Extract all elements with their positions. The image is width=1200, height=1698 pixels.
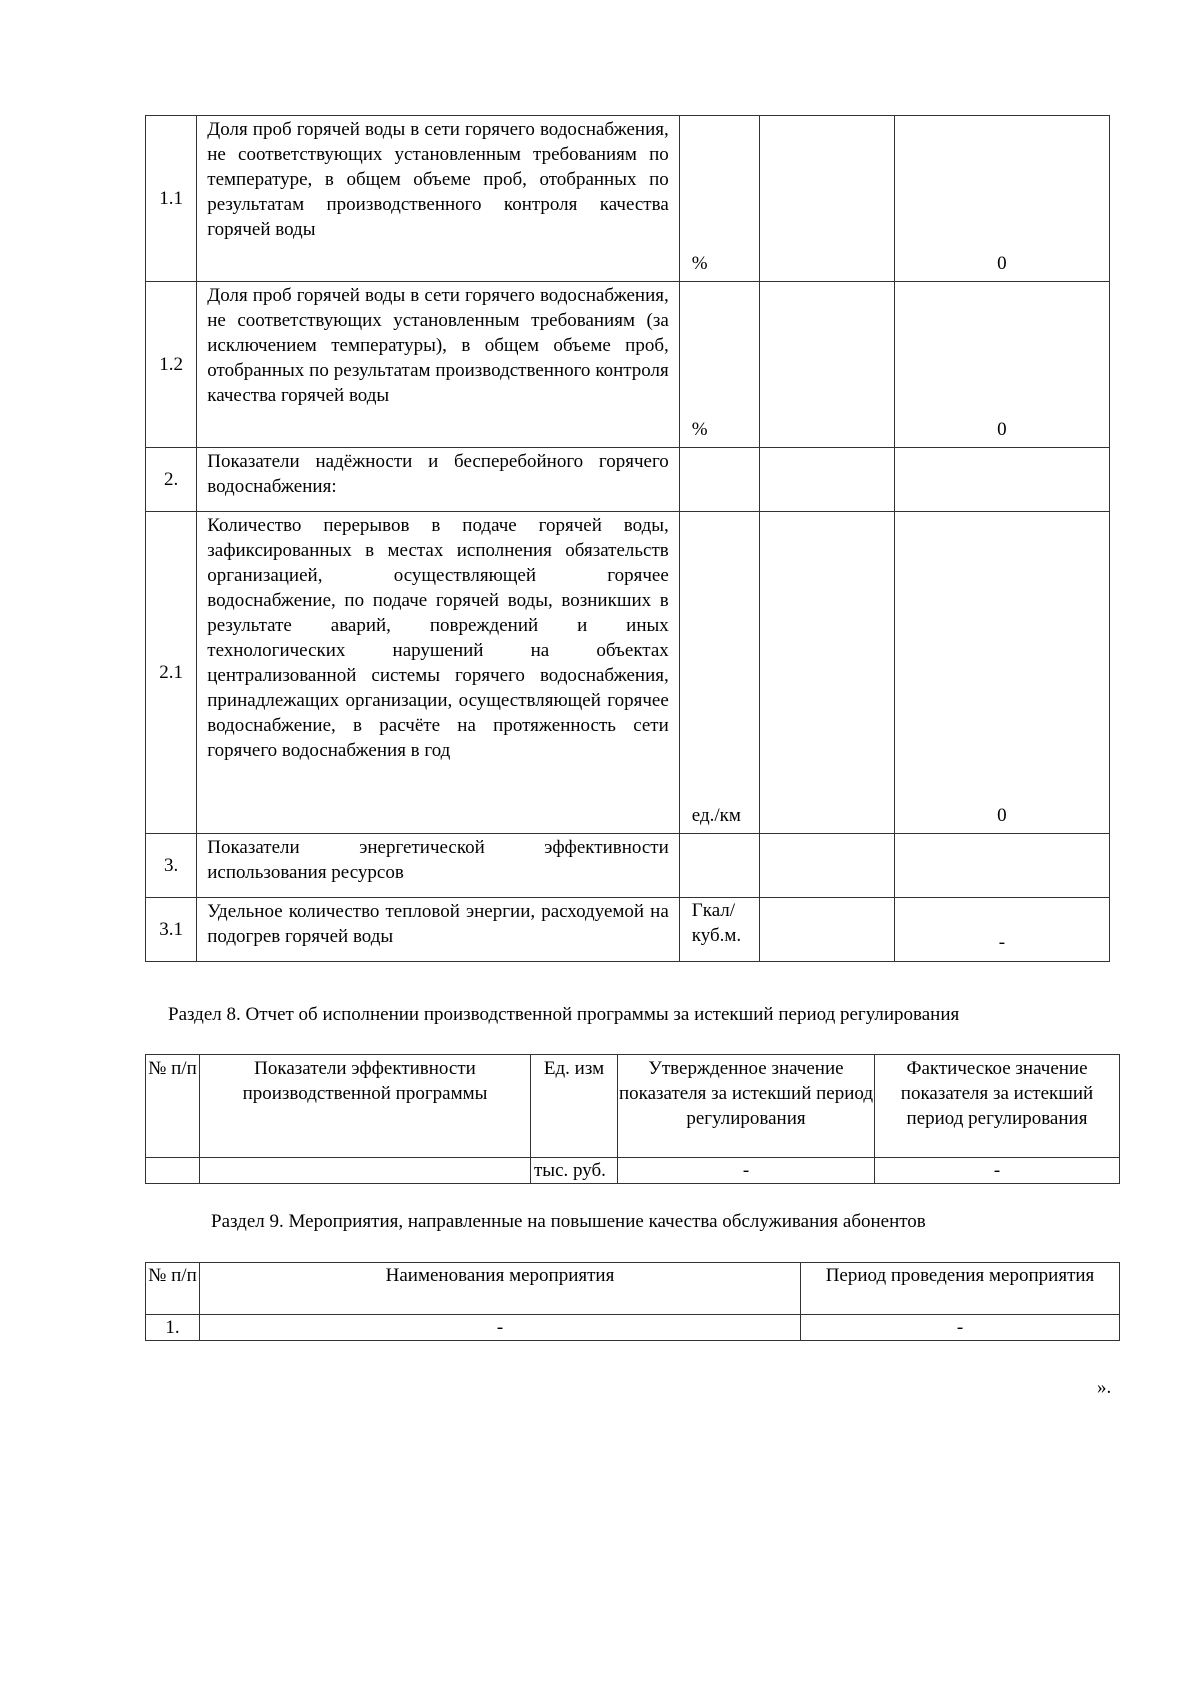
- header-num: № п/п: [146, 1263, 200, 1315]
- header-approved: Утвержденное значение показателя за истекший период регулирования: [618, 1055, 875, 1158]
- unit-cell: %: [679, 282, 759, 448]
- unit-cell: Гкал/ куб.м.: [679, 898, 759, 962]
- planned-cell: [760, 512, 895, 834]
- row-number: 3.1: [146, 898, 197, 962]
- planned-cell: [760, 898, 895, 962]
- section9-title: Раздел 9. Мероприятия, направленные на повышение качества обслуживания абонентов: [211, 1211, 926, 1232]
- table-row: [146, 282, 1110, 448]
- row-number: 2.: [146, 448, 197, 512]
- closing-quote-mark: ».: [1097, 1377, 1112, 1398]
- value-cell: -: [894, 898, 1109, 962]
- row-number: 3.: [146, 834, 197, 898]
- name-cell: -: [200, 1315, 801, 1341]
- indicator-text: Количество перерывов в подаче горячей воды, зафиксированных в местах исполнения обязательств организацией, осуществляющей горячее водоснабжение, по подаче горячей воды, возникших в результате аварий, повреждений и иных технологических нарушений на объектах централизованной системы горячего водоснабжения, принадлежащих организации, осуществляющей горячее водоснабжение, в расчёте на протяженность сети горячего водоснабжения в год: [197, 512, 680, 834]
- indicators-table: [145, 115, 1110, 962]
- approved-cell: -: [618, 1158, 875, 1184]
- value-cell: 0: [894, 512, 1109, 834]
- table-header-row: [146, 1055, 1120, 1158]
- planned-cell: [760, 116, 895, 282]
- row-number: 2.1: [146, 512, 197, 834]
- header-indicator: Показатели эффективности производственной программы: [200, 1055, 531, 1158]
- header-num: № п/п: [146, 1055, 200, 1158]
- indicator-text: Доля проб горячей воды в сети горячего водоснабжения, не соответствующих установленным требованиям (за исключением температуры), в общем объеме проб, отобранных по результатам производственного контроля качества горячей воды: [197, 282, 680, 448]
- table-row: [146, 512, 1110, 834]
- indicator-cell: [200, 1158, 531, 1184]
- header-name: Наименования мероприятия: [200, 1263, 801, 1315]
- table-row: [146, 834, 1110, 898]
- period-cell: -: [801, 1315, 1120, 1341]
- indicator-text: Показатели энергетической эффективности использования ресурсов: [197, 834, 680, 898]
- planned-cell: [760, 282, 895, 448]
- value-cell: [894, 834, 1109, 898]
- header-actual: Фактическое значение показателя за истекший период регулирования: [875, 1055, 1120, 1158]
- indicator-text: Удельное количество тепловой энергии, расходуемой на подогрев горячей воды: [197, 898, 680, 962]
- value-cell: 0: [894, 282, 1109, 448]
- planned-cell: [760, 448, 895, 512]
- table-row: [146, 116, 1110, 282]
- unit-cell: ед./км: [679, 512, 759, 834]
- row-number: 1.: [146, 1315, 200, 1341]
- header-period: Период проведения мероприятия: [801, 1263, 1120, 1315]
- unit-cell: тыс. руб.: [531, 1158, 618, 1184]
- table-row: [146, 1315, 1120, 1341]
- indicator-text: Доля проб горячей воды в сети горячего водоснабжения, не соответствующих установленным требованиям по температуре, в общем объеме проб, отобранных по результатам производственного контроля качества горячей воды: [197, 116, 680, 282]
- row-number: 1.2: [146, 282, 197, 448]
- value-cell: 0: [894, 116, 1109, 282]
- table-header-row: [146, 1263, 1120, 1315]
- unit-cell: [679, 834, 759, 898]
- indicator-text: Показатели надёжности и бесперебойного горячего водоснабжения:: [197, 448, 680, 512]
- row-number: 1.1: [146, 116, 197, 282]
- value-cell: [894, 448, 1109, 512]
- unit-cell: [679, 448, 759, 512]
- section9-table: [145, 1262, 1120, 1341]
- table-row: [146, 1158, 1120, 1184]
- planned-cell: [760, 834, 895, 898]
- row-number: [146, 1158, 200, 1184]
- actual-cell: -: [875, 1158, 1120, 1184]
- section8-table: [145, 1054, 1120, 1184]
- header-unit: Ед. изм: [531, 1055, 618, 1158]
- table-row: [146, 448, 1110, 512]
- unit-cell: %: [679, 116, 759, 282]
- section8-title: Раздел 8. Отчет об исполнении производственной программы за истекший период регулирования: [168, 1004, 960, 1025]
- table-row: [146, 898, 1110, 962]
